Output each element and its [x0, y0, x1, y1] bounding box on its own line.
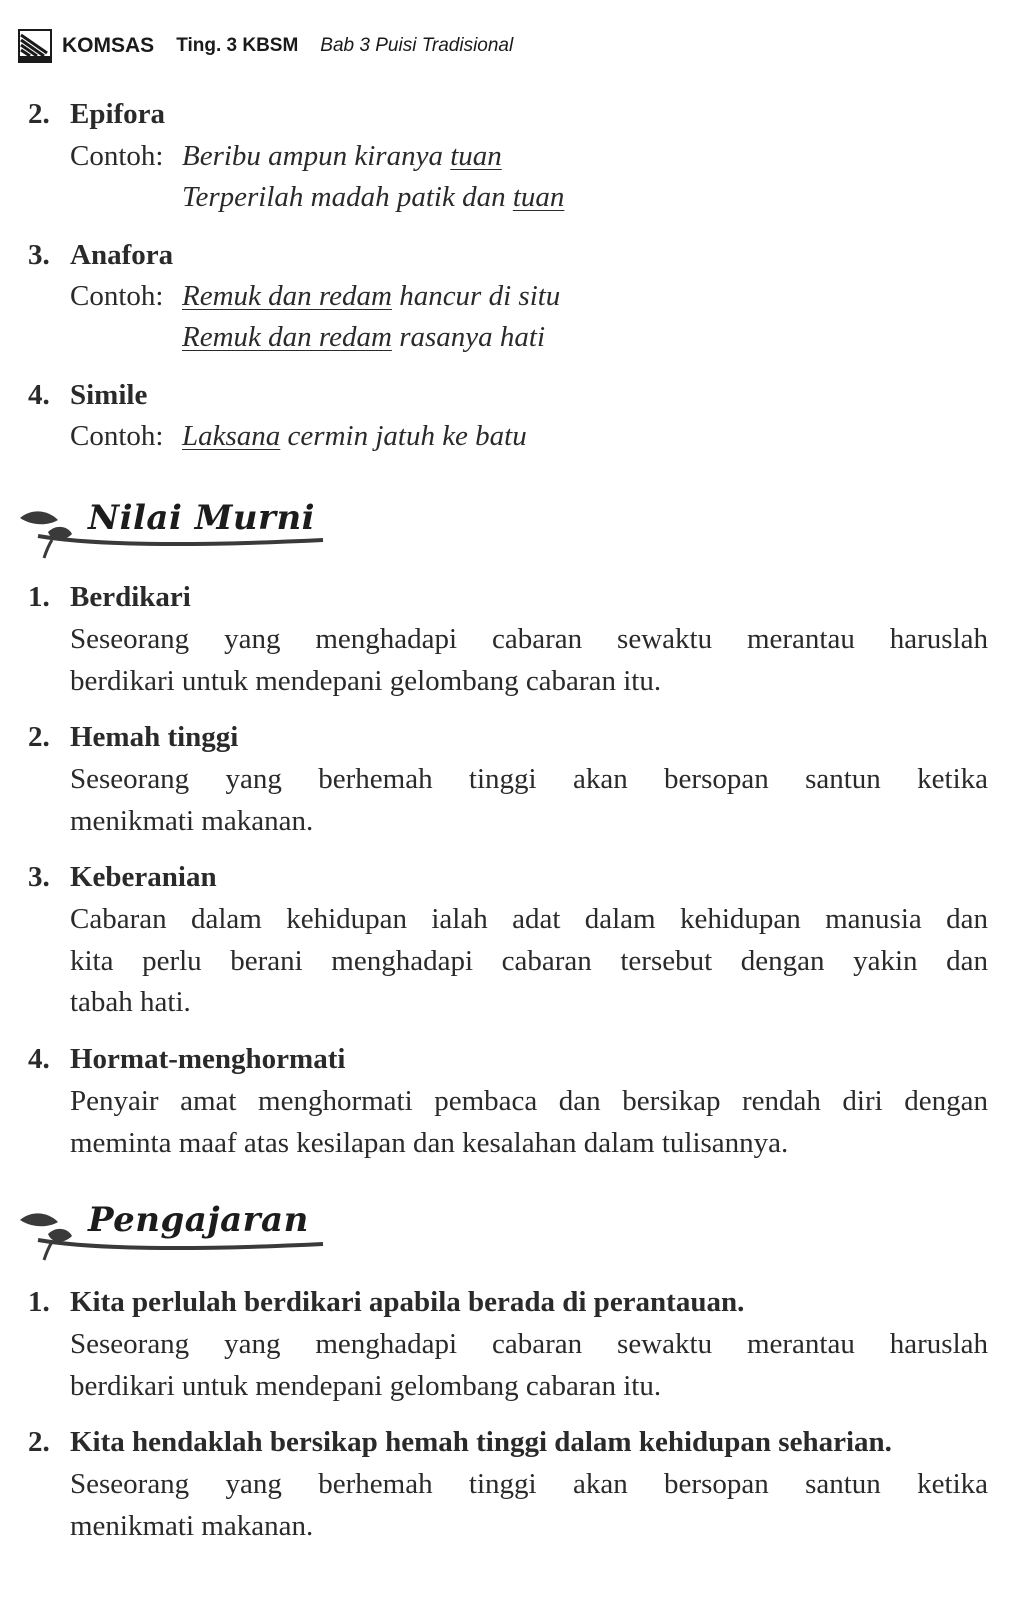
text-line: Seseorang yang menghadapi cabaran sewaktu merantau haruslah [70, 623, 988, 655]
item-description [70, 1464, 988, 1547]
item-description [70, 899, 988, 1024]
example-line [182, 280, 560, 313]
text-line: berdikari untuk mendepani gelombang cabaran itu. [70, 664, 662, 697]
list-item [28, 239, 988, 369]
example-line [182, 420, 527, 453]
item-title: Hormat-menghormati [70, 1043, 346, 1075]
item-description [70, 1081, 988, 1164]
list-item [28, 721, 988, 761]
list-item [28, 1286, 988, 1326]
example-text: Terperilah madah patik dan [182, 181, 513, 213]
section-heading-pengajaran [18, 1200, 338, 1270]
example-underlined: Laksana [182, 420, 281, 452]
chapter-title: Bab 3 Puisi Tradisional [320, 35, 514, 56]
item-number: 4. [28, 1043, 50, 1075]
text-line: Penyair amat menghormati pembaca dan bersikap rendah diri dengan [70, 1085, 988, 1117]
item-number: 1. [28, 1286, 50, 1318]
item-title: Hemah tinggi [70, 721, 239, 753]
item-number: 3. [28, 239, 50, 271]
item-title: Anafora [70, 239, 174, 271]
item-description [70, 759, 988, 842]
text-line: tabah hati. [70, 986, 191, 1018]
item-number: 3. [28, 861, 50, 893]
example-underlined: Remuk dan redam [182, 280, 392, 312]
text-line: menikmati makanan. [70, 804, 314, 837]
text-line: berdikari untuk mendepani gelombang cabaran itu. [70, 1369, 662, 1402]
item-title: Kita hendaklah bersikap hemah tinggi dalam kehidupan seharian. [70, 1426, 892, 1458]
item-number: 1. [28, 581, 50, 613]
item-number: 2. [28, 1426, 50, 1458]
example-text: Beribu ampun kiranya [182, 140, 451, 172]
text-line: Seseorang yang berhemah tinggi akan bersopan santun ketika [70, 1468, 988, 1500]
item-number: 2. [28, 721, 50, 753]
example-label: Contoh: [70, 140, 164, 172]
text-line: kita perlu berani menghadapi cabaran tersebut dengan yakin dan [70, 944, 988, 977]
example-underlined: tuan [512, 181, 565, 213]
list-item [28, 379, 988, 469]
list-item [28, 1426, 988, 1466]
example-line [182, 140, 502, 173]
section-title: Nilai Murni [88, 498, 316, 538]
item-number: 4. [28, 379, 50, 411]
text-line: menikmati makanan. [70, 1509, 314, 1542]
item-title: Epifora [70, 98, 166, 130]
list-item [28, 861, 988, 901]
example-label: Contoh: [70, 280, 164, 312]
item-title: Kita perlulah berdikari apabila berada di perantauan. [70, 1286, 745, 1318]
item-description [70, 1324, 988, 1407]
list-item [28, 98, 988, 228]
text-line: meminta maaf atas kesilapan dan kesalahan dalam tulisannya. [70, 1126, 789, 1159]
publisher-logo [18, 29, 52, 63]
example-line [182, 181, 564, 214]
text-line: Seseorang yang berhemah tinggi akan bersopan santun ketika [70, 763, 988, 795]
example-line [182, 321, 545, 354]
example-text: cermin jatuh ke batu [280, 420, 527, 452]
example-text: rasanya hati [391, 321, 545, 353]
item-number: 2. [28, 98, 50, 130]
item-description [70, 619, 988, 702]
text-line: Seseorang yang menghadapi cabaran sewaktu merantau haruslah [70, 1328, 988, 1360]
list-item [28, 581, 988, 621]
section-heading-nilai-murni [18, 498, 338, 568]
logo-icon [18, 29, 52, 63]
book-level: Ting. 3 KBSM [176, 35, 299, 56]
item-title: Keberanian [70, 861, 217, 893]
text-line: Cabaran dalam kehidupan ialah adat dalam kehidupan manusia dan [70, 903, 988, 935]
example-text: hancur di situ [391, 280, 561, 312]
item-title: Simile [70, 379, 148, 411]
example-underlined: tuan [450, 140, 502, 172]
item-title: Berdikari [70, 581, 191, 613]
page-header [18, 28, 513, 64]
example-label: Contoh: [70, 420, 164, 452]
book-title: KOMSAS [62, 34, 155, 57]
list-item [28, 1043, 988, 1083]
example-underlined: Remuk dan redam [182, 321, 392, 353]
section-title: Pengajaran [88, 1200, 309, 1240]
